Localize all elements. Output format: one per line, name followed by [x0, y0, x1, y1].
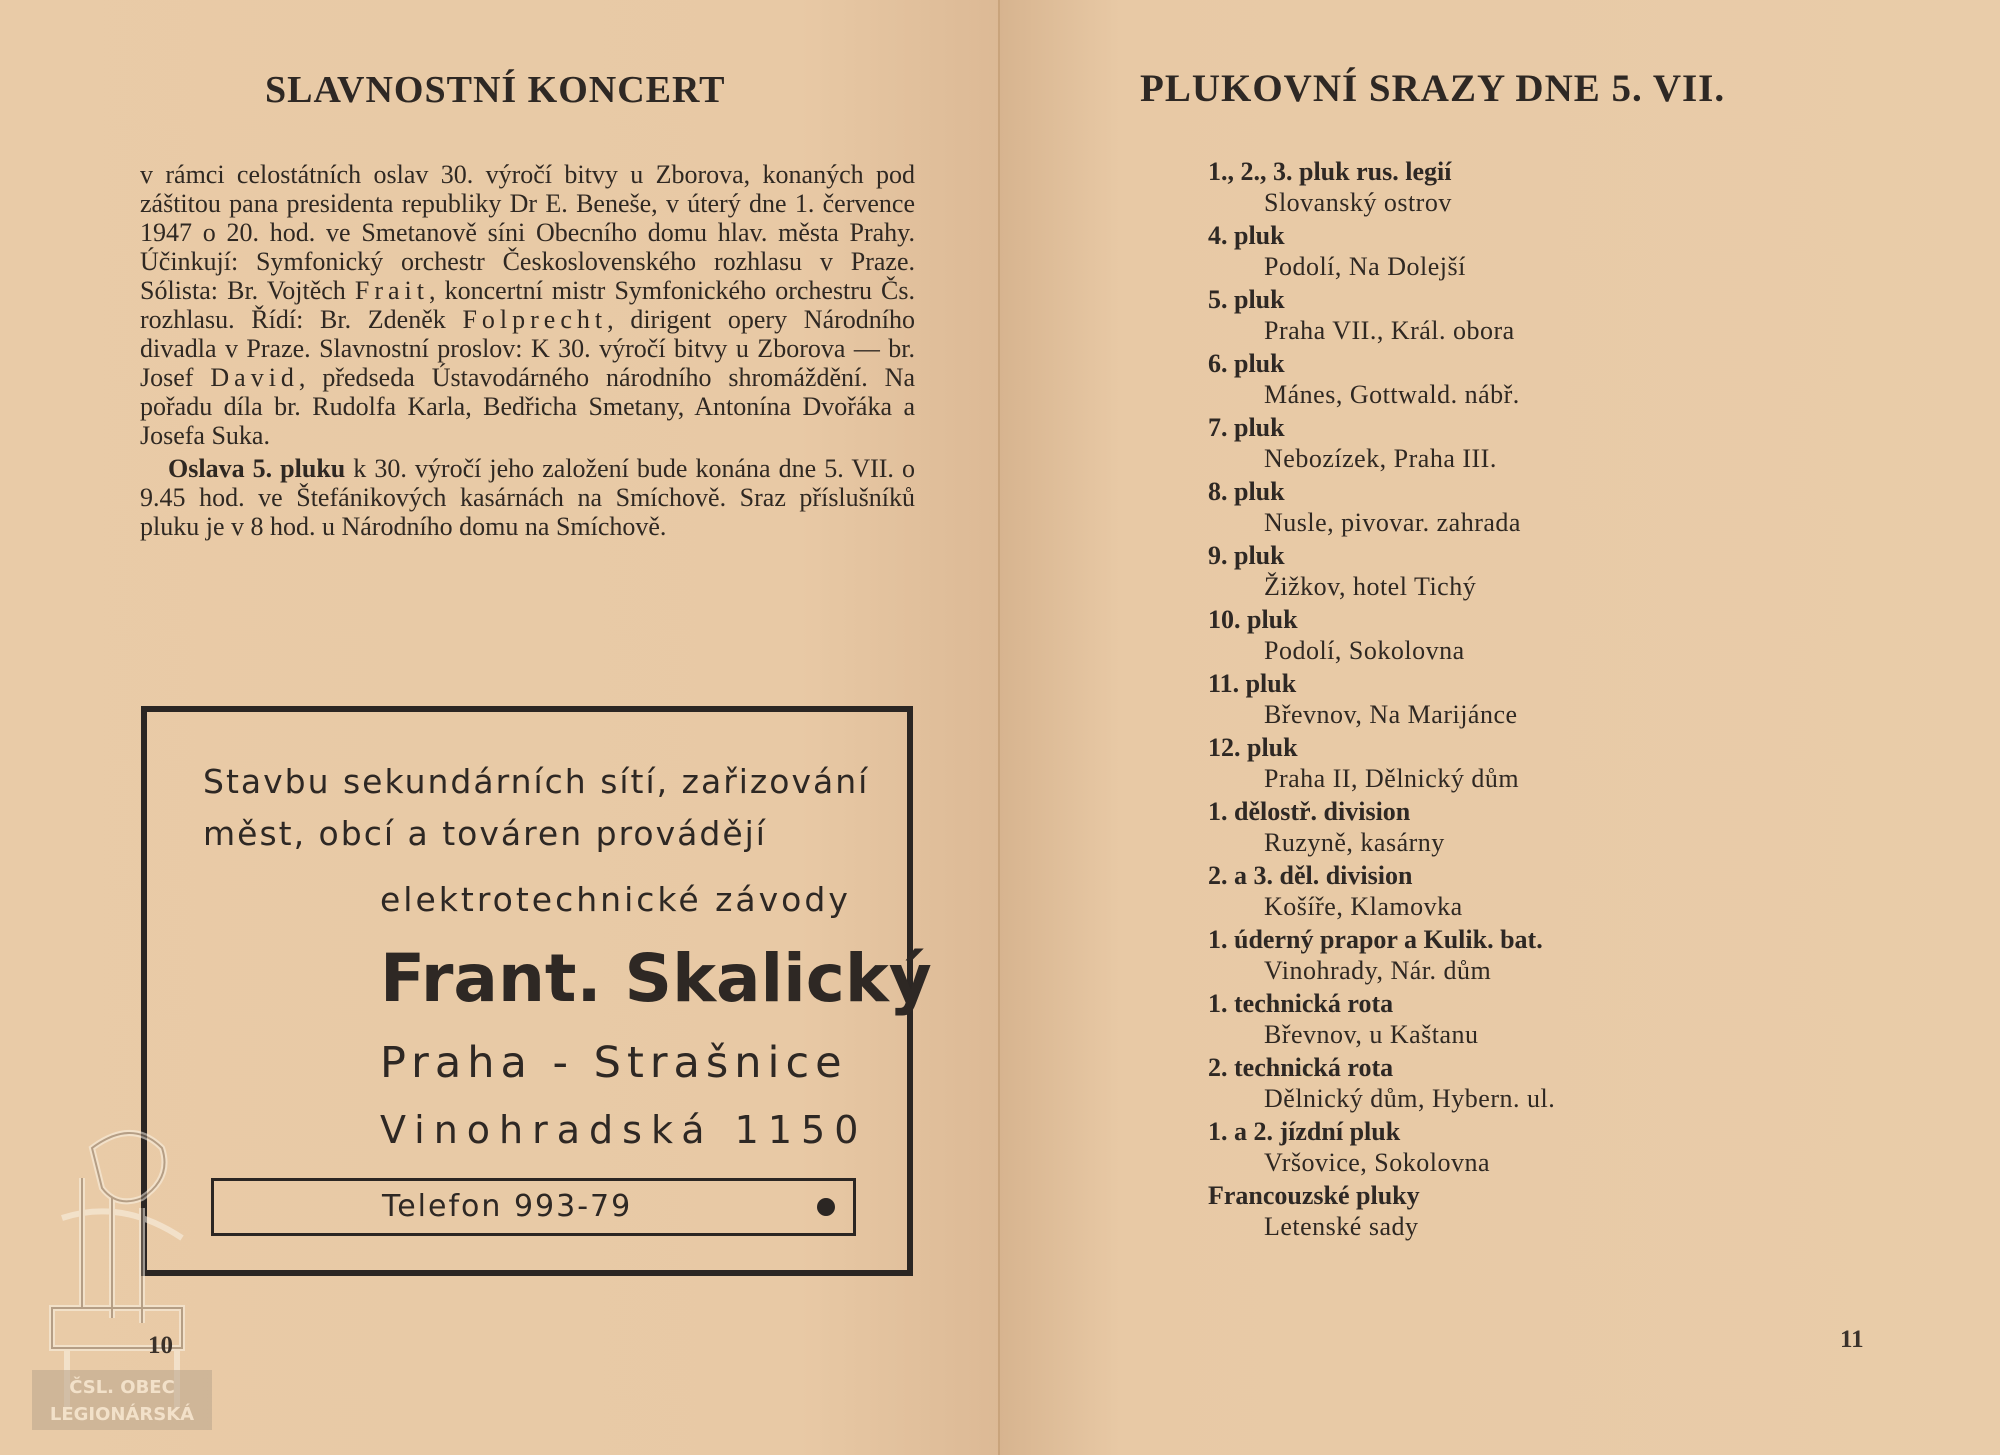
meeting-place: Slovanský ostrov [1264, 188, 1452, 217]
schedule-entry [1208, 604, 1768, 666]
meeting-place: Nusle, pivovar. zahrada [1264, 508, 1521, 537]
regiment-schedule [1208, 156, 1768, 1244]
meeting-place: Mánes, Gottwald. nábř. [1264, 380, 1520, 409]
schedule-entry [1208, 348, 1768, 410]
meeting-place: Ruzyně, kasárny [1264, 828, 1445, 857]
schedule-entry [1208, 1052, 1768, 1114]
regiment-name: 11. pluk [1208, 669, 1297, 698]
regiment-name: 7. pluk [1208, 413, 1285, 442]
schedule-entry [1208, 1180, 1768, 1242]
regiment-name: 4. pluk [1208, 221, 1285, 250]
meeting-place: Podolí, Sokolovna [1264, 636, 1465, 665]
schedule-entry [1208, 668, 1768, 730]
regiment-name: 1. úderný prapor a Kulik. bat. [1208, 925, 1543, 954]
meeting-place: Praha VII., Král. obora [1264, 316, 1515, 345]
schedule-entry [1208, 476, 1768, 538]
regiment-name: 5. pluk [1208, 285, 1285, 314]
phone-box [211, 1178, 856, 1236]
ad-city: Praha - Strašnice [380, 1038, 848, 1088]
regiment-name: Francouzské pluky [1208, 1181, 1420, 1210]
bullet-dot-icon [817, 1198, 835, 1216]
meeting-place: Vršovice, Sokolovna [1264, 1148, 1491, 1177]
regiment-name: 6. pluk [1208, 349, 1285, 378]
regiment-name: 8. pluk [1208, 477, 1285, 506]
concert-heading: SLAVNOSTNÍ KONCERT [265, 69, 726, 111]
concert-text [140, 160, 915, 541]
speaker-name: David [210, 363, 299, 392]
regiment-name: 1. a 2. jízdní pluk [1208, 1117, 1401, 1146]
assembly-heading: PLUKOVNÍ SRAZY DNE 5. VII. [1140, 67, 1726, 110]
schedule-entry [1208, 220, 1768, 282]
regiment-name: 1., 2., 3. pluk rus. legií [1208, 157, 1452, 186]
meeting-place: Břevnov, u Kaštanu [1264, 1020, 1479, 1049]
meeting-place: Podolí, Na Dolejší [1264, 252, 1466, 281]
schedule-entry [1208, 540, 1768, 602]
regiment-name: 9. pluk [1208, 541, 1285, 570]
celebration-bold: Oslava 5. pluku [168, 454, 346, 483]
meeting-place: Letenské sady [1264, 1212, 1419, 1241]
meeting-place: Nebozízek, Praha III. [1264, 444, 1497, 473]
schedule-entry [1208, 860, 1768, 922]
meeting-place: Praha II, Dělnický dům [1264, 764, 1520, 793]
regiment-name: 1. technická rota [1208, 989, 1394, 1018]
schedule-entry [1208, 988, 1768, 1050]
regiment-name: 1. dělostř. division [1208, 797, 1411, 826]
advertisement-box [141, 706, 932, 1276]
right-page [1000, 0, 2000, 1455]
page-number-left: 10 [148, 1332, 173, 1359]
ad-line-3: elektrotechnické závody [380, 880, 851, 919]
ad-phone: Telefon 993-79 [382, 1189, 633, 1224]
schedule-entry [1208, 1116, 1768, 1178]
schedule-entry [1208, 284, 1768, 346]
regiment-name: 2. technická rota [1208, 1053, 1394, 1082]
meeting-place: Břevnov, Na Marijánce [1264, 700, 1518, 729]
soloist-name: Frait [354, 276, 429, 305]
ad-company-name: Frant. Skalický [380, 940, 932, 1017]
meeting-place: Žižkov, hotel Tichý [1264, 572, 1477, 601]
regiment-name: 12. pluk [1208, 733, 1298, 762]
regiment-name: 10. pluk [1208, 605, 1298, 634]
schedule-entry [1208, 732, 1768, 794]
schedule-entry [1208, 796, 1768, 858]
meeting-place: Vinohrady, Nár. dům [1264, 956, 1492, 985]
schedule-entry [1208, 924, 1768, 986]
concert-paragraph: v rámci celostátních oslav 30. výročí bitvy u Zborova, konaných pod záštitou pana presidenta republiky Dr E. Beneše, v úterý dne 1. července 1947 o 20. hod. ve Smetanově síni Obecního domu hlav. města Prahy. Účinkují: Symfonický orchestr Československého rozhlasu v Praze. Sólista: Br. Vojtěch Frait, koncertní mistr Symfonického orchestru Čs. rozhlasu. Řídí: Br. Zdeněk Folprecht, dirigent opery Národního divadla v Praze. Slavnostní proslov: K 30. výročí bitvy u Zborova — br. Josef David, předseda Ústavodárného národního shromáždění. Na pořadu díla br. Rudolfa Karla, Bedřicha Smetany, Antonína Dvořáka a Josefa Suka. [140, 160, 916, 450]
svg-text:LEGIONÁRSKÁ: LEGIONÁRSKÁ [49, 1404, 195, 1425]
celebration-paragraph: Oslava 5. pluku k 30. výročí jeho založení bude konána dne 5. VII. o 9.45 hod. ve Štefánikových kasárnách na Smíchově. Sraz příslušníků pluku je v 8 hod. u Národního domu na Smíchově. [140, 454, 915, 541]
ad-line-2: měst, obcí a továren provádějí [203, 814, 767, 853]
ad-street: Vinohradská 1150 [380, 1108, 868, 1152]
meeting-place: Košíře, Klamovka [1264, 892, 1463, 921]
page-number-right: 11 [1840, 1326, 1864, 1353]
conductor-name: Folprecht [462, 305, 608, 334]
svg-text:ČSL. OBEC: ČSL. OBEC [69, 1377, 175, 1398]
schedule-entry [1208, 156, 1768, 218]
schedule-entry [1208, 412, 1768, 474]
legion-stamp-logo [22, 1108, 222, 1438]
meeting-place: Dělnický dům, Hybern. ul. [1264, 1084, 1556, 1113]
ad-line-1: Stavbu sekundárních sítí, zařizování [203, 762, 870, 801]
regiment-name: 2. a 3. děl. division [1208, 861, 1413, 890]
